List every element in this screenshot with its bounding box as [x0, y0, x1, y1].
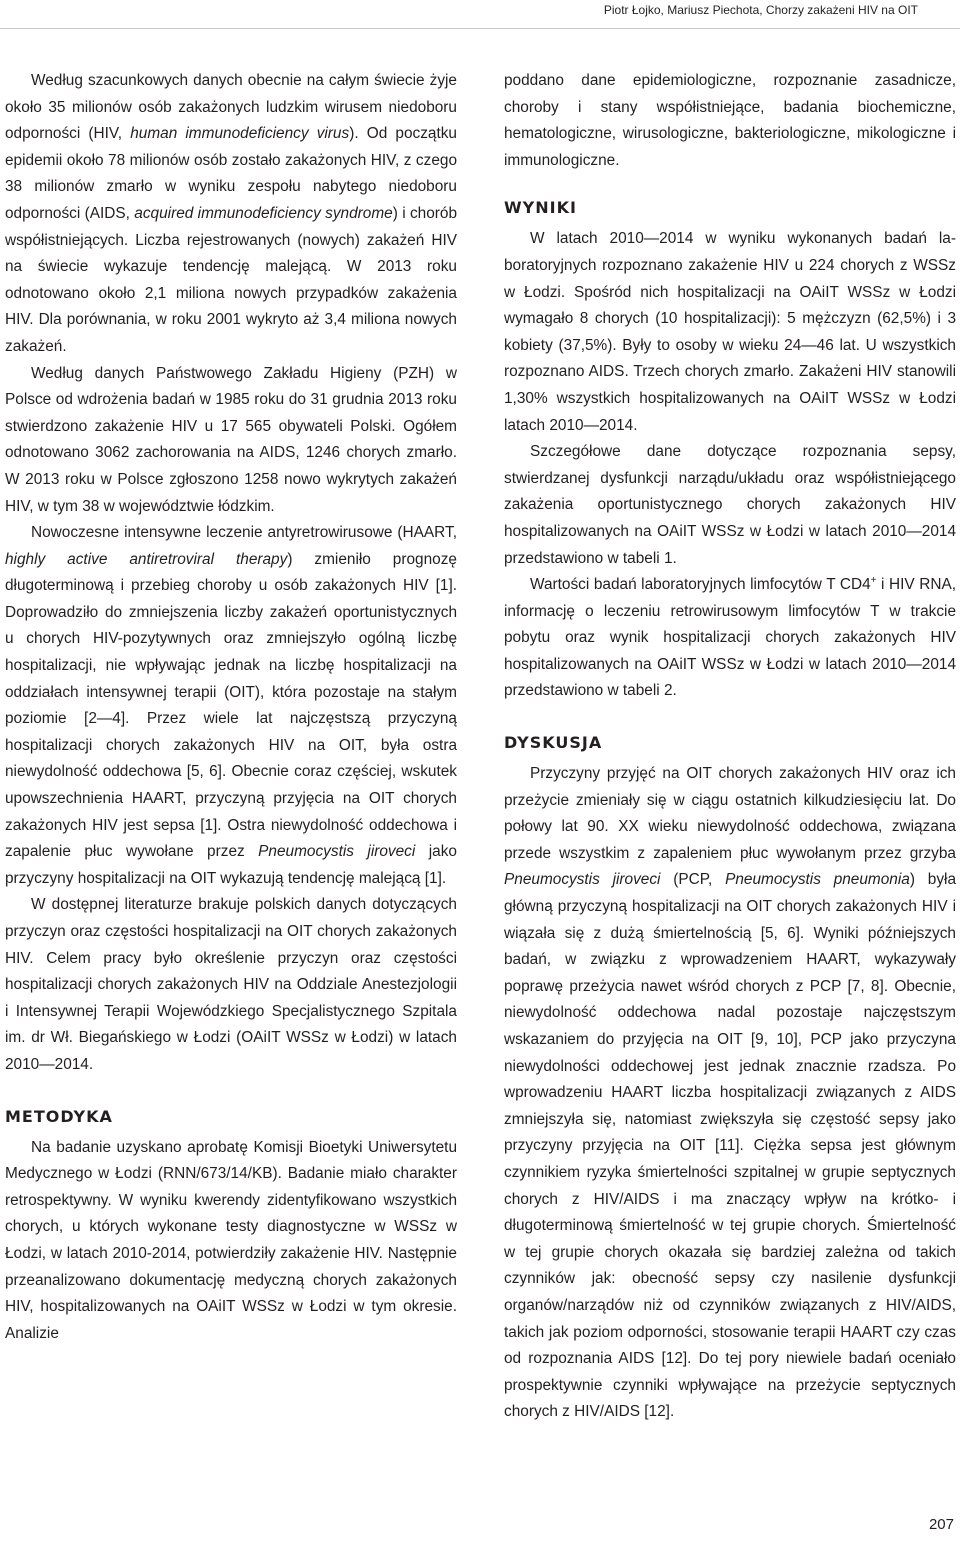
page-number: 207 — [928, 1516, 954, 1533]
intro-paragraph-2: Według danych Państwowego Zakładu Higieny (PZH) w Polsce od wdrożenia badań w 1985 roku do 31 grudnia 2013 roku stwierdzono zakażenie HIV u 17 565 obywateli Polski. Ogółem odnotowano 3062 zachorowania na AIDS, 1246 chorych zmarło. W 2013 roku w Polsce zgłoszono 1258 nowo wykrytych zakażeń HIV, w tym 38 w województwie łódzkim. — [5, 364, 457, 515]
methods-paragraph: Na badanie uzyskano aprobatę Komisji Bioetyki Uniwersytetu Medycznego w Łodzi (RNN/673/14/KB). Badanie miało charakter retrospektywny. W wyniku kwerendy zidentyfikowano wszystkich chorych, u których wykonane testy diagnostyczne w WSSz w Łodzi, w latach 2010-2014, potwierdziły zakażenie HIV. Następnie przeanalizowano dokumentację medyczną chorych zakażonych HIV, hospitalizowanych na OAiIT WSSz w Łodzi w tym okresie. Analizie — [5, 1138, 457, 1342]
section-heading-metodyka: METODYKA — [5, 1106, 113, 1126]
intro-paragraph-4: W dostępnej literaturze brakuje polskich danych dotyczących przyczyn oraz częstości hospitalizacji na OIT chorych zakażonych HIV. Celem pracy było określenie przyczyn oraz częstości hospitalizacji chorych zakażonych HIV na Oddziale Anestezjologii i Intensywnej Terapii Wojewódzkiego Specjalistycznego Szpitala im. dr Wł. Biegańskiego w Łodzi (OAiIT WSSz w Łodzi) w latach 2010—2014. — [5, 896, 457, 1073]
section-heading-wyniki: WYNIKI — [504, 198, 577, 218]
running-title: Piotr Łojko, Mariusz Piechota, Chorzy zakażeni HIV na OIT — [603, 3, 918, 17]
intro-paragraph-1: Według szacunkowych danych obecnie na całym świecie żyje około 35 milionów osób zakażonych ludzkim wirusem niedoboru odporności (HIV, human immunodeficiency virus). Od początku epidemii około 78 milionów osób zostało zakażonych HIV, z czego 38 milionów zmarło w wyniku zespołu nabytego niedoboru odporności (AIDS, acquired immunodeficiency syndrome) i chorób współistniejących. Liczba rejestrowanych (nowych) zakażeń HIV na świecie wykazuje tendencję malejącą. W 2013 roku odnotowano około 2,1 miliona nowych przypadków zakażenia HIV. Dla porównania, w roku 2001 wykryto aż 3,4 miliona nowych zakażeń. — [5, 72, 457, 355]
right-column — [504, 68, 956, 1426]
left-column — [5, 68, 457, 1347]
methods-continuation: poddano dane epidemiologiczne, rozpoznanie zasadnicze, choroby i stany współistniejące, badania biochemiczne, hematologiczne, wirusologiczne, bakteriologiczne, mikologiczne i immunologiczne. — [504, 72, 956, 169]
discussion-paragraph: Przyczyny przyjęć na OIT chorych zakażonych HIV oraz ich przeżycie zmieniały się w ciągu ostatnich kilkudziesięciu lat. Do połowy lat 90. XX wieku niewydolność oddechowa, związana przede wszystkim z zapaleniem płuc wywołanym przez grzyba Pneumocystis jiroveci (PCP, Pneumocystis pneumonia) była główną przyczyną hospitalizacji na OIT chorych zakażonych HIV i wiązała się z dużą śmiertelnością [5, 6]. Wyniki późniejszych badań, w związku z wprowadzeniem HAART, wykazywały poprawę przeżycia nawet wśród chorych z PCP [7, 8]. Obecnie, niewydolność oddechowa nadal pozostaje najczęstszym wskazaniem do przyjęcia na OIT [9, 10], PCP jako przyczyna niewydolności oddechowej jest jednak znacznie rzadsza. Po wprowadzeniu HAART liczba hospitalizacji związanych z AIDS zmniejszyła się, natomiast zwiększyła się częstość sepsy jako przyczyny przyjęcia na OIT [11]. Ciężka sepsa jest głównym czynnikiem ryzyka śmiertelności szpitalnej w grupie septycznych chorych z HIV/AIDS i ma znaczący wpływ na krótko- i długoterminową śmiertelność w tej grupie chorych. Śmiertelność w tej grupie chorych okazała się bardziej zależna od takich czynników jak: obecność sepsy czy nasilenie dysfunkcji organów/narządów niż od czynników związanych z HIV/AIDS, takich jak poziom odporności, stosowanie terapii HAART czy czas od rozpoznania AIDS [12]. Do tej pory niewiele badań oceniało prospektywnie czynniki wpływające na przeżycie septycznych chorych z HIV/AIDS [12]. — [504, 765, 956, 1421]
running-header — [0, 0, 960, 29]
intro-paragraph-3: Nowoczesne intensywne leczenie antyretrowirusowe (HAART, highly active antiretroviral therapy) zmieniło prognozę długoterminową i przebieg choroby u osób zakażonych HIV [1]. Doprowadziło do zmniejszenia liczby zakażeń oportunistycznych u chorych HIV-pozytywnych oraz zmniejszyło ogólną liczbę hospitalizacji, nie wpływając jednak na liczbę hospitalizacji na oddziałach intensywnej terapii (OIT), która pozostaje na stałym poziomie [2—4]. Przez wiele lat najczęstszą przyczyną hospitalizacji chorych zakażonych HIV na OIT, była ostra niewydolność oddechowa [5, 6]. Obecnie coraz częściej, wskutek upowszechnienia HAART, przyczyną przyjęcia na OIT chorych zakażonych HIV jest sepsa [1]. Ostra niewydolność oddechowa i zapalenie płuc wywołane przez Pneumocystis jiroveci jako przyczyny hospitalizacji na OIT wykazują tendencję malejącą [1]. — [5, 524, 457, 887]
section-heading-dyskusja: DYSKUSJA — [504, 733, 603, 753]
results-paragraph-1: W latach 2010—2014 w wyniku wykonanych badań laboratoryjnych rozpoznano zakażenie HIV u 224 chorych z WSSz w Łodzi. Spośród nich hospitalizacji na OAiIT WSSz w Łodzi wymagało 8 chorych (10 hospitalizacji): 5 mężczyzn (62,5%) i 3 kobiety (37,5%). Były to osoby w wieku 24—46 lat. U wszystkich rozpoznano AIDS. Trzech chorych zmarło. Zakażeni HIV stanowili 1,30% wszystkich hospitalizowanych na OAiIT WSSz w Łodzi latach 2010—2014. — [504, 230, 956, 434]
results-paragraph-3: Wartości badań laboratoryjnych limfocytów T CD4+ i HIV RNA, informację o leczeniu retrowirusowym limfocytów T w trakcie pobytu oraz wynik hospitalizacji chorych zakażonych HIV hospitalizowanych na OAiIT WSSz w Łodzi w latach 2010—2014 przedstawiono w tabeli 2. — [504, 574, 956, 700]
results-paragraph-2: Szczegółowe dane dotyczące rozpoznania sepsy, stwierdzanej dysfunkcji narządu/układu oraz współistniejącego zakażenia oportunistycznego chorych zakażonych HIV hospitalizowanych na OAiIT WSSz w Łodzi w latach 2010—2014 przedstawiono w tabeli 1. — [504, 443, 956, 567]
